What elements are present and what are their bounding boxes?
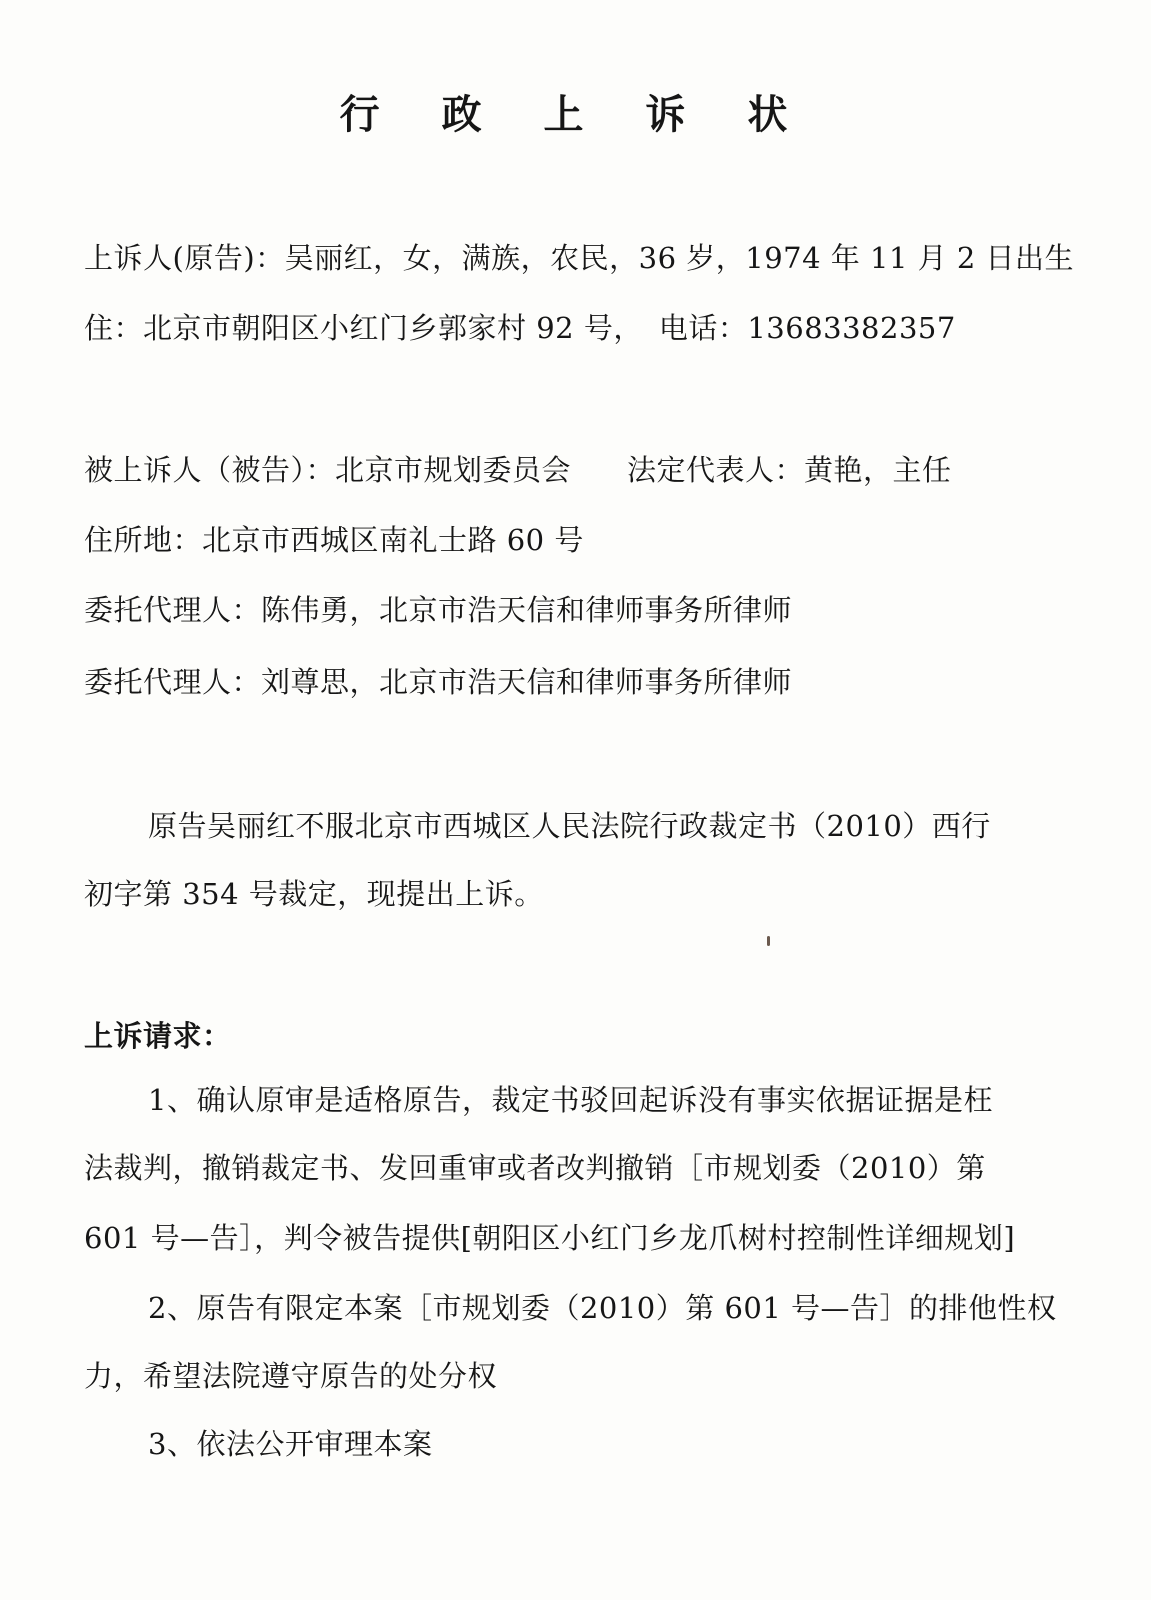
appellant-address-phone [84, 308, 956, 348]
request-1-line-1: 1、确认原审是适格原告，裁定书驳回起诉没有事实依据证据是枉 [148, 1083, 993, 1117]
request-2-line-1: 2、原告有限定本案［市规划委（2010）第 601 号—告］的排他性权 [148, 1291, 1057, 1325]
appellee-address: 住所地：北京市西城区南礼士路 60 号 [84, 523, 584, 557]
appellant-info: 上诉人(原告)：吴丽红，女，满族，农民，36 岁，1974 年 11 月 2 日出生 [84, 241, 1074, 275]
requests-heading: 上诉请求： [84, 1019, 232, 1053]
scan-speck [767, 936, 770, 946]
appellee-name: 被上诉人（被告）：北京市规划委员会 [84, 453, 572, 487]
document-title: 行 政 上 诉 状 [339, 91, 812, 138]
agent-2: 委托代理人：刘尊思，北京市浩天信和律师事务所律师 [84, 665, 793, 699]
agent-1: 委托代理人：陈伟勇，北京市浩天信和律师事务所律师 [84, 593, 793, 627]
appellee-representative: 法定代表人：黄艳，主任 [627, 453, 952, 487]
statement-line-1: 原告吴丽红不服北京市西城区人民法院行政裁定书（2010）西行 [148, 809, 991, 843]
request-3-line-1: 3、依法公开审理本案 [148, 1427, 433, 1461]
appellant-phone: 电话：13683382357 [658, 311, 956, 345]
appellee-line [84, 450, 952, 490]
request-1-line-3: 601 号—告］，判令被告提供[朝阳区小红门乡龙爪树村控制性详细规划] [84, 1221, 1016, 1255]
request-1-line-2: 法裁判，撤销裁定书、发回重审或者改判撤销［市规划委（2010）第 [84, 1151, 986, 1185]
request-2-line-2: 力，希望法院遵守原告的处分权 [84, 1359, 498, 1393]
statement-line-2: 初字第 354 号裁定，现提出上诉。 [84, 877, 544, 911]
appellant-address: 住：北京市朝阳区小红门乡郭家村 92 号， [84, 311, 643, 345]
